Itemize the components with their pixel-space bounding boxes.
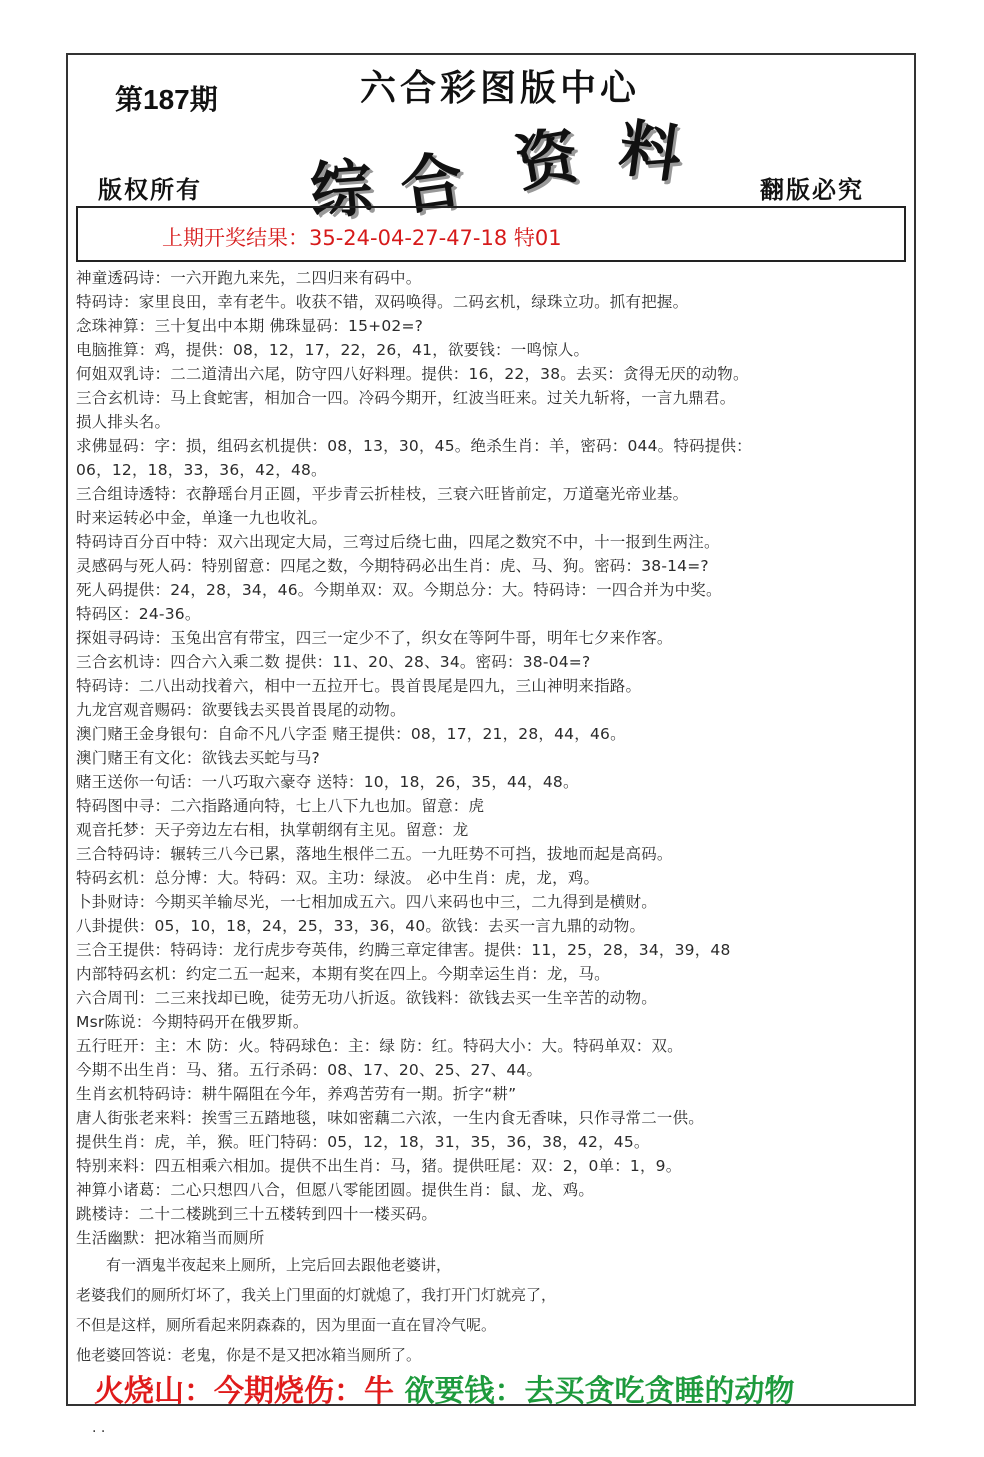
content-line: 三合王提供：特码诗：龙行虎步夸英伟，约腾三章定律害。提供：11，25，28，34，39，48 (76, 941, 731, 959)
content-line: 三合玄机诗：四合六入乘二数 提供：11、20、28、34。密码：38-04=? (76, 653, 591, 671)
content-line: 念珠神算：三十复出中本期 佛珠显码：15+02=? (76, 317, 424, 335)
story-line: 不但是这样，厕所看起来阴森森的，因为里面一直在冒冷气呢。 (76, 1316, 497, 1334)
content-line: 特码诗百分百中特：双六出现定大局，三弯过后绕七曲，四尾之数究不中，十一报到生两注。 (76, 533, 720, 551)
content-line: 特别来料：四五相乘六相加。提供不出生肖：马，猪。提供旺尾：双：2，0单：1，9。 (76, 1157, 682, 1175)
big-title-char-4: 料 (614, 110, 687, 192)
issue-number: 第187期 (115, 84, 218, 115)
content-line: 澳门赌王有文化：欲钱去买蛇与马? (76, 749, 320, 767)
content-line: Msr陈说：今期特码开在俄罗斯。 (76, 1013, 309, 1031)
content-line: 特码区：24-36。 (76, 605, 201, 623)
content-line: 九龙宫观音赐码：欲要钱去买畏首畏尾的动物。 (76, 701, 406, 719)
content-line: 三合玄机诗：马上食蛇害，相加合一四。冷码今期开，红波当旺来。过关九斩将，一言九鼎君。 (76, 389, 736, 407)
content-line: 生活幽默：把冰箱当而厕所 (76, 1229, 265, 1247)
content-line: 何姐双乳诗：二二道清出六尾，防守四八好料理。提供：16，22，38。去买：贪得无厌的动物。 (76, 365, 749, 383)
piracy-tag: 翻版必究 (760, 176, 864, 204)
content-line: 观音托梦：天子旁边左右相，执掌朝纲有主见。留意：龙 (76, 821, 469, 839)
content-line: 生肖玄机特码诗：耕牛隔阻在今年，养鸡苦劳有一期。折字“耕” (76, 1085, 517, 1103)
story-line: 有一酒鬼半夜起来上厕所，上完后回去跟他老婆讲， (76, 1256, 452, 1274)
content-line: 澳门赌王金身银句：自命不凡八字歪 赌王提供：08，17，21，28，44，46。 (76, 725, 626, 743)
content-line: 内部特码玄机：约定二五一起来，本期有奖在四上。今期幸运生肖：龙，马。 (76, 965, 610, 983)
big-title (300, 110, 720, 229)
content-line: 探姐寻码诗：玉兔出宫有带宝，四三一定少不了，织女在等阿牛哥，明年七夕来作客。 (76, 629, 673, 647)
big-title-char-2: 合 (395, 142, 468, 224)
footer-red-text: 火烧山：今期烧伤：牛 (94, 1374, 394, 1409)
content-line: 三合特码诗：辗转三八今已累，落地生根伴二五。一九旺势不可挡，拔地而起是高码。 (76, 845, 673, 863)
content-line: 唐人街张老来料：挨雪三五踏地毯，味如密藕二六浓，一生内食无香味，只作寻常二一供。 (76, 1109, 705, 1127)
content-line: 三合组诗透特：衣静瑶台月正圆，平步青云折桂枝，三衰六旺皆前定，万道毫光帝业基。 (76, 485, 689, 503)
content-line: 特码诗：二八出动找着六，相中一五拉开七。畏首畏尾是四九，三山神明来指路。 (76, 677, 642, 695)
center-title: 六合彩图版中心 (360, 68, 641, 109)
content-line: 电脑推算：鸡，提供：08，12，17，22，26，41，欲要钱：一鸣惊人。 (76, 341, 590, 359)
content-line: 跳楼诗：二十二楼跳到三十五楼转到四十一楼买码。 (76, 1205, 438, 1223)
content-line: 死人码提供：24，28，34，46。今期单双：双。今期总分：大。特码诗：一四合并为中奖。 (76, 581, 722, 599)
content-line: 提供生肖：虎，羊，猴。旺门特码：05，12，18，31，35，36，38，42，45。 (76, 1133, 650, 1151)
big-title-char-1: 综 (307, 150, 375, 229)
big-title-char-3: 资 (510, 118, 584, 201)
content-line: 求佛显码：字：损，组码玄机提供：08，13，30，45。绝杀生肖：羊，密码：044。特码提供： (76, 437, 752, 455)
content-line: 六合周刊：二三来找却已晚，徒劳无功八折返。欲钱料：欲钱去买一生辛苦的动物。 (76, 989, 657, 1007)
result-box (76, 206, 906, 262)
content-line: 损人排头名。 (76, 413, 171, 431)
footer-green-text: 欲要钱：去买贪吃贪睡的动物 (404, 1374, 795, 1409)
content-line: 灵感码与死人码：特别留意：四尾之数，今期特码必出生肖：虎、马、狗。密码：38-14=? (76, 557, 709, 575)
content-line: 时来运转必中金，单逢一九也收礼。 (76, 509, 328, 527)
story-line: 他老婆回答说：老鬼，你是不是又把冰箱当厕所了。 (76, 1346, 422, 1364)
content-line: 特码玄机：总分博：大。特码：双。主功：绿波。 必中生肖：虎，龙，鸡。 (76, 869, 600, 887)
story-line: 老婆我们的厕所灯坏了，我关上门里面的灯就熄了，我打开门灯就亮了， (76, 1286, 557, 1304)
content-line: 06，12，18，33，36，42，48。 (76, 461, 327, 479)
content-line: 特码图中寻：二六指路通向特，七上八下九也加。留意：虎 (76, 797, 485, 815)
copyright-tag: 版权所有 (98, 176, 202, 204)
last-draw-result: 上期开奖结果：35-24-04-27-47-18 特01 (162, 226, 562, 250)
content-line: 五行旺开：主：木 防：火。特码球色：主：绿 防：红。特码大小：大。特码单双：双。 (76, 1037, 683, 1055)
content-line: 八卦提供：05，10，18，24，25，33，36，40。欲钱：去买一言九鼎的动物。 (76, 917, 646, 935)
content-line: 神算小诸葛：二心只想四八合，但愿八零能团圆。提供生肖：鼠、龙、鸡。 (76, 1181, 595, 1199)
corner-dots: . . (92, 1420, 106, 1436)
content-line: 神童透码诗：一六开跑九来先，二四归来有码中。 (76, 269, 422, 287)
content-line: 特码诗：家里良田，幸有老牛。收获不错，双码唤得。二码玄机，绿珠立功。抓有把握。 (76, 293, 689, 311)
content-line: 今期不出生肖：马、猪。五行杀码：08、17、20、25、27、44。 (76, 1061, 543, 1079)
footer-banner (94, 1366, 794, 1410)
content-line: 赌王送你一句话：一八巧取六豪夺 送特：10，18，26，35，44，48。 (76, 773, 579, 791)
content-line: 卜卦财诗：今期买羊输尽光，一七相加成五六。四八来码也中三，二九得到是横财。 (76, 893, 657, 911)
